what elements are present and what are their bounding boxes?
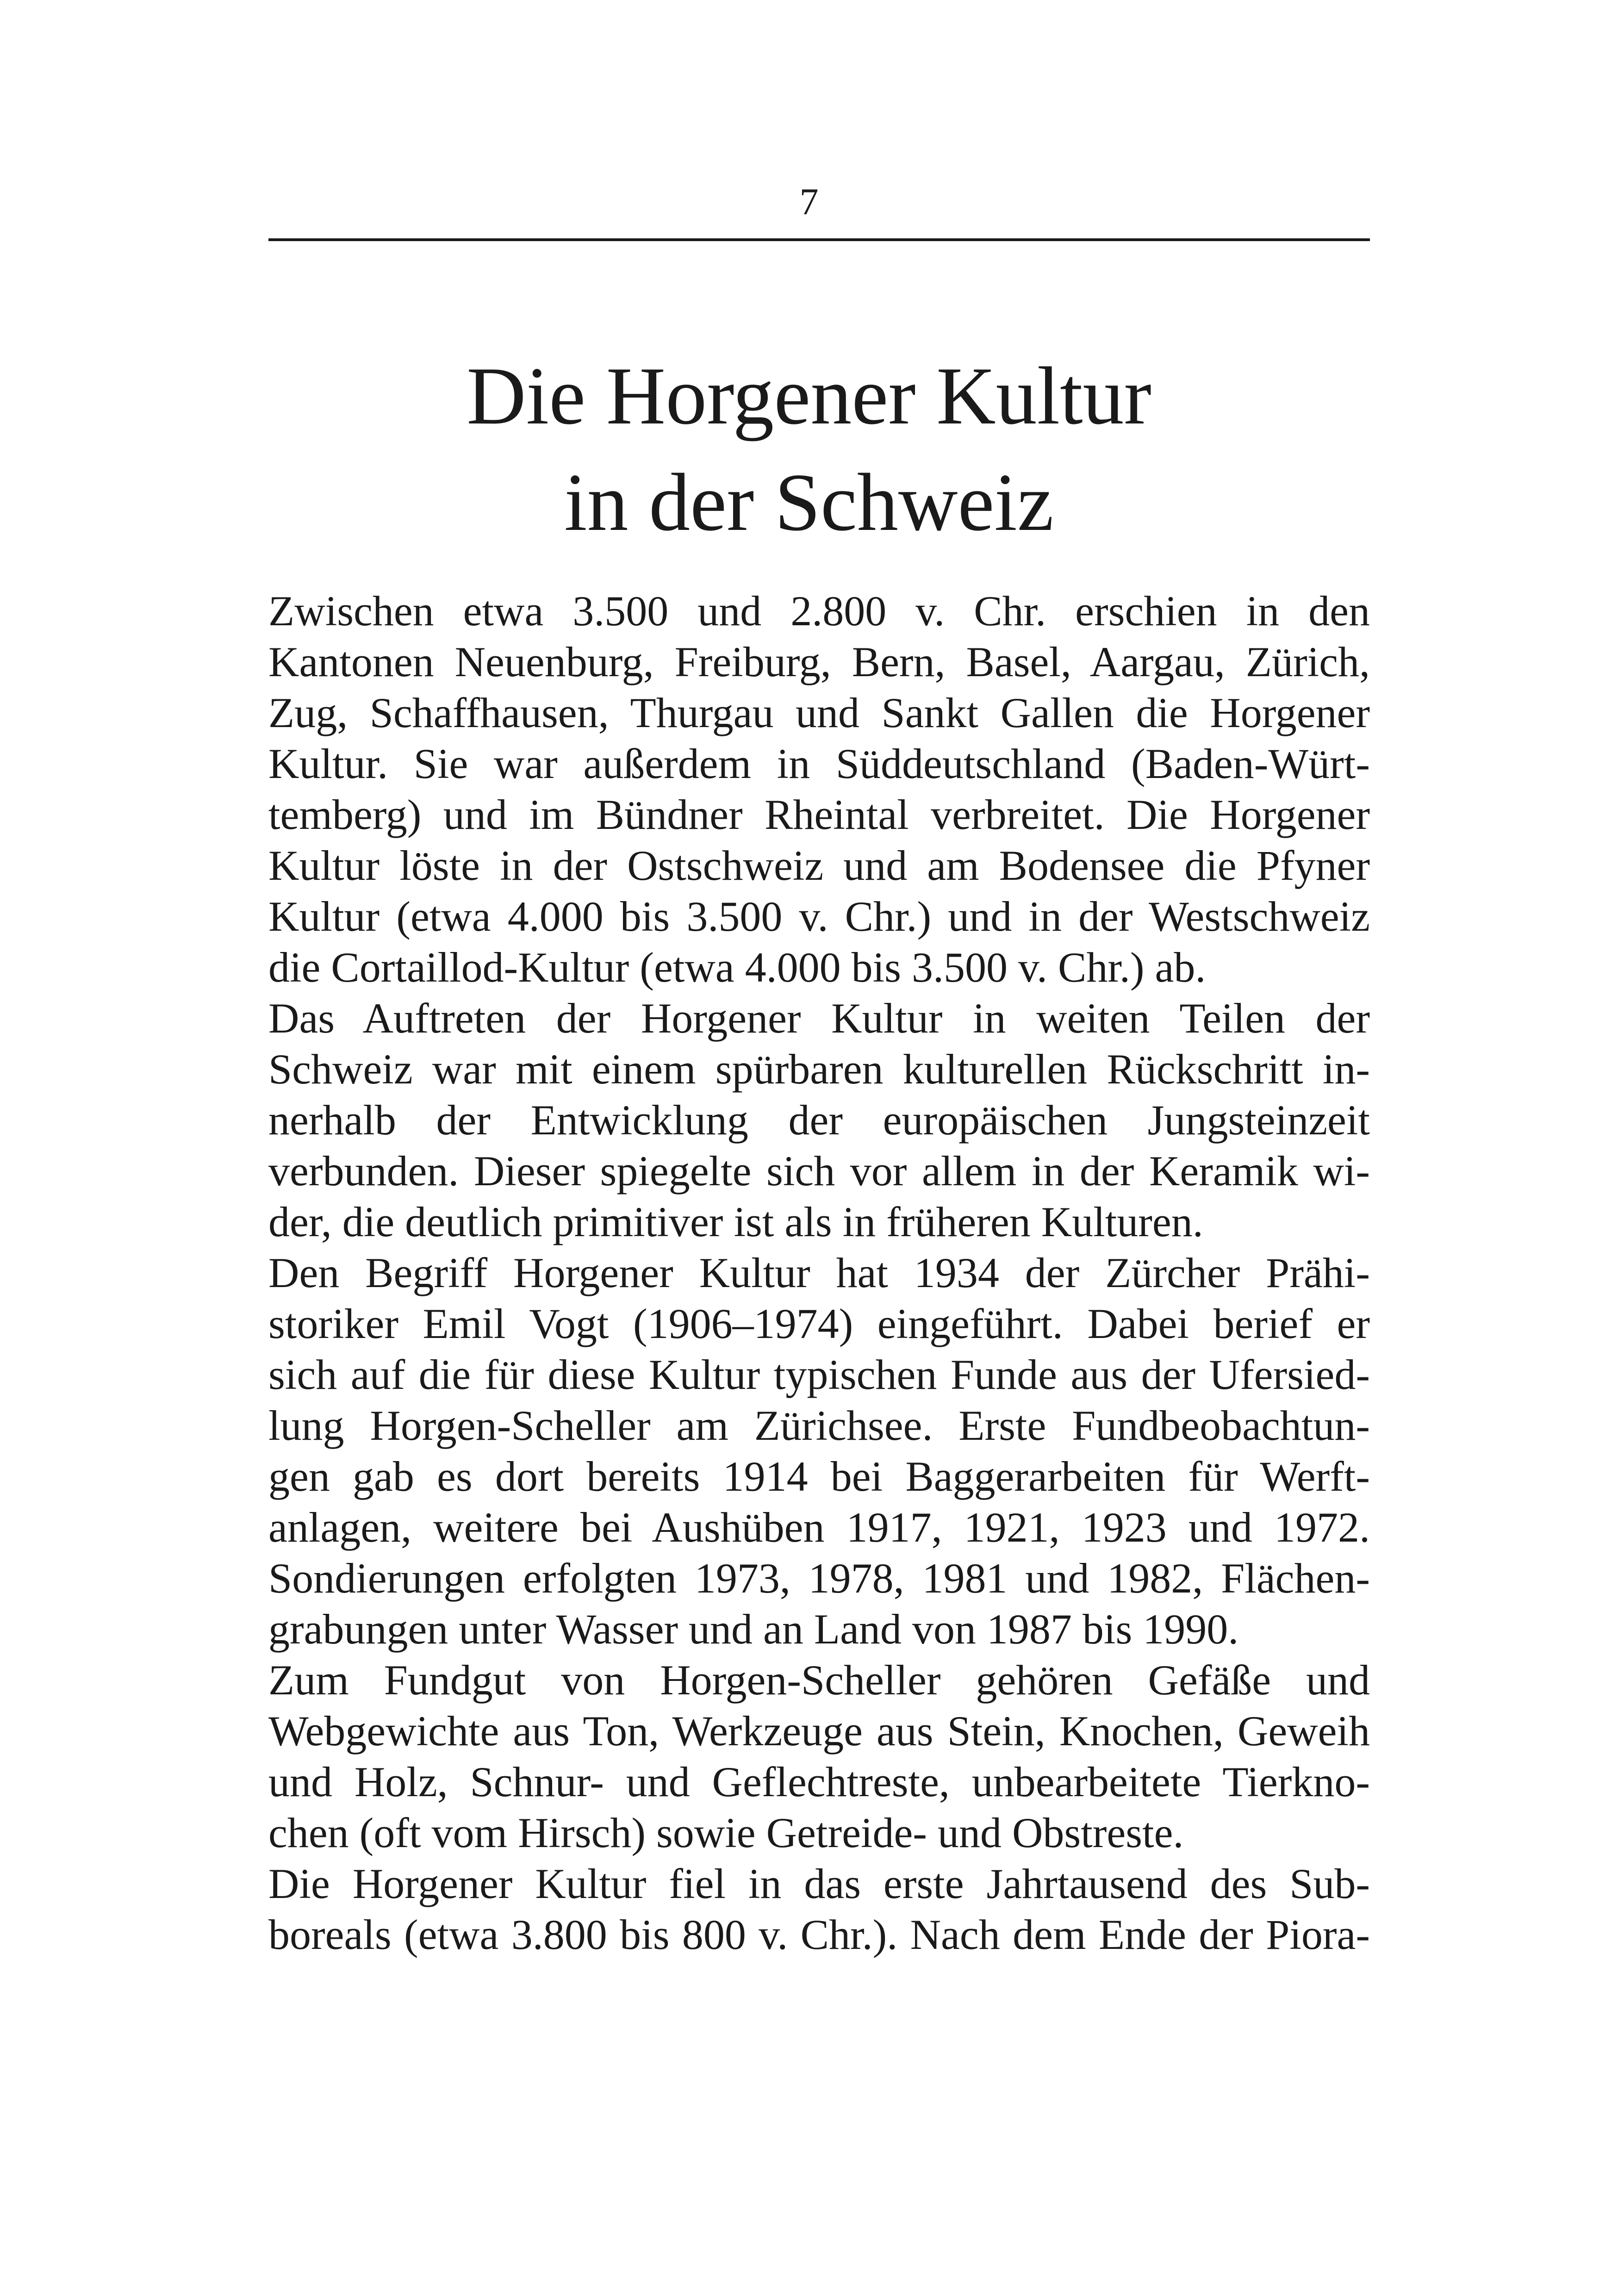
text-line: Zwischen etwa 3.500 und 2.800 v. Chr. erschien in den: [268, 587, 1370, 635]
text-line: die Cortaillod-Kultur (etwa 4.000 bis 3.500 v. Chr.) ab.: [268, 944, 1206, 991]
paragraph-2: [268, 993, 1370, 1247]
text-line: Kultur löste in der Ostschweiz und am Bodensee die Pfyner: [268, 842, 1370, 889]
text-line: Die Horgener Kultur fiel in das erste Jahrtausend des Sub-: [268, 1860, 1370, 1907]
text-line: chen (oft vom Hirsch) sowie Getreide- und Obstreste.: [268, 1809, 1184, 1856]
paragraph-5: [268, 1858, 1370, 1960]
text-line: und Holz, Schnur- und Geflechtreste, unbearbeitete Tierkno-: [268, 1758, 1370, 1805]
text-line: der, die deutlich primitiver ist als in früheren Kulturen.: [268, 1198, 1203, 1245]
text-line: Das Auftreten der Horgener Kultur in weiten Teilen der: [268, 995, 1370, 1042]
text-line: Kantonen Neuenburg, Freiburg, Bern, Basel, Aargau, Zürich,: [268, 638, 1370, 685]
text-line: Kultur. Sie war außerdem in Süddeutschland (Baden-Würt-: [268, 740, 1370, 787]
text-line: lung Horgen-Scheller am Zürichsee. Erste Fundbeobachtun-: [268, 1402, 1370, 1449]
text-line: Kultur (etwa 4.000 bis 3.500 v. Chr.) und in der Westschweiz: [268, 893, 1370, 940]
text-line: anlagen, weitere bei Aushüben 1917, 1921, 1923 und 1972.: [268, 1504, 1370, 1551]
title-line-2: in der Schweiz: [564, 456, 1054, 548]
text-line: verbunden. Dieser spiegelte sich vor allem in der Keramik wi-: [268, 1147, 1370, 1195]
text-line: Zug, Schaffhausen, Thurgau und Sankt Gallen die Horgener: [268, 689, 1370, 736]
paragraph-3: [268, 1247, 1370, 1655]
text-line: temberg) und im Bündner Rheintal verbreitet. Die Horgener: [268, 791, 1370, 838]
text-line: sich auf die für diese Kultur typischen Funde aus der Ufersied-: [268, 1351, 1370, 1398]
text-line: storiker Emil Vogt (1906–1974) eingeführt. Dabei berief er: [268, 1300, 1370, 1347]
page-number: 7: [799, 180, 819, 223]
page-title: [0, 342, 1618, 555]
body-text: [268, 585, 1370, 1960]
title-line-1: Die Horgener Kultur: [467, 350, 1151, 442]
text-line: Zum Fundgut von Horgen-Scheller gehören Gefäße und: [268, 1656, 1370, 1704]
text-line: Sondierungen erfolgten 1973, 1978, 1981 und 1982, Flächen-: [268, 1555, 1370, 1602]
paragraph-4: [268, 1655, 1370, 1858]
paragraph-1: [268, 585, 1370, 993]
text-line: gen gab es dort bereits 1914 bei Baggerarbeiten für Werft-: [268, 1453, 1370, 1500]
text-line: grabungen unter Wasser und an Land von 1987 bis 1990.: [268, 1605, 1239, 1653]
text-line: nerhalb der Entwicklung der europäischen Jungsteinzeit: [268, 1096, 1370, 1144]
text-line: Den Begriff Horgener Kultur hat 1934 der Zürcher Prähi-: [268, 1249, 1370, 1296]
text-line: boreals (etwa 3.800 bis 800 v. Chr.). Nach dem Ende der Piora-: [268, 1911, 1370, 1958]
header-rule: [268, 238, 1370, 241]
text-line: Webgewichte aus Ton, Werkzeuge aus Stein, Knochen, Geweih: [268, 1707, 1370, 1755]
text-line: Schweiz war mit einem spürbaren kulturellen Rückschritt in-: [268, 1045, 1370, 1093]
